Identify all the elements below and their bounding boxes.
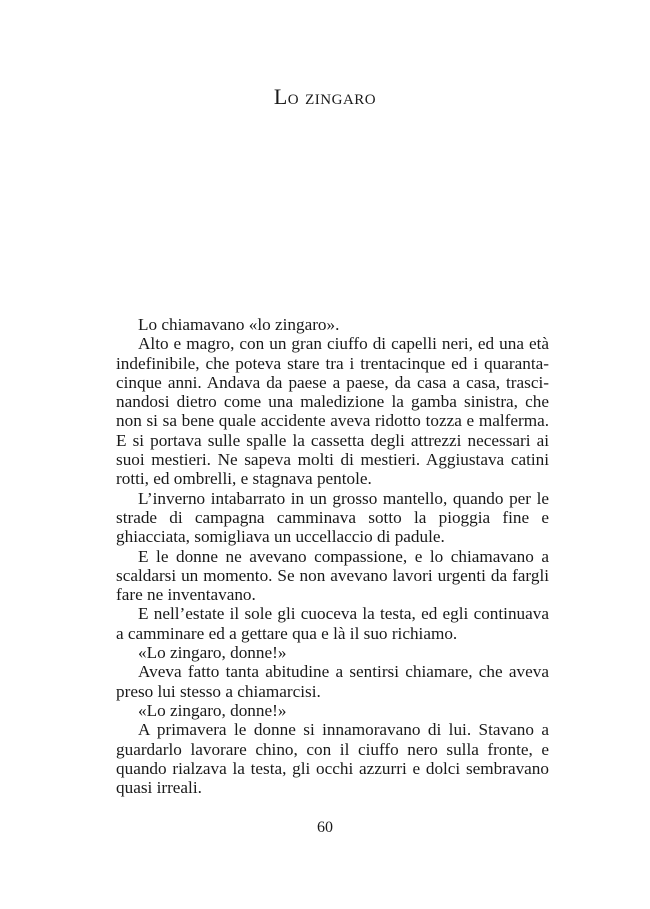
paragraph: Alto e magro, con un gran ciuffo di capelli neri, ed una età indefinibile, che poteva stare tra i trentacinque ed i quarantacinque anni. Andava da paese a paese, da casa a casa, trascinandosi dietro come una maledizione la gamba sinistra, che non si sa bene quale accidente aveva ridotto tozza e malferma. E si portava sulle spalle la cassetta degli attrezzi necessari ai suoi mestieri. Ne sapeva molti di mestieri. Aggiustava catini rotti, ed ombrelli, e stagnava pentole. — [116, 334, 549, 489]
paragraph: «Lo zingaro, donne!» — [138, 643, 287, 663]
paragraph: Lo chiamavano «lo zingaro». — [138, 315, 340, 334]
chapter-title: Lo zingaro — [273, 84, 377, 109]
paragraph: E nell’estate il sole gli cuoceva la testa, ed egli continuava a camminare ed a gettare qua e là il suo richiamo. — [116, 604, 549, 643]
page-number: 60 — [317, 819, 333, 836]
paragraph: L’inverno intabarrato in un grosso mantello, quando per le strade di campagna camminava sotto la pioggia fine e ghiacciata, somigliava un uccellaccio di padule. — [116, 488, 549, 547]
chapter-body — [116, 315, 549, 797]
paragraph: «Lo zingaro, donne!» — [138, 700, 287, 720]
paragraph: A primavera le donne si innamoravano di lui. Stavano a guardarlo lavorare chino, con il ciuffo nero sulla fronte, e quando rialzava la testa, gli occhi azzurri e dolci sembravano quasi irreali. — [116, 720, 549, 798]
paragraph: E le donne ne avevano compassione, e lo chiamavano a scaldarsi un momento. Se non avevano lavori urgenti da fargli fare ne inventavano. — [116, 546, 549, 605]
paragraph: Aveva fatto tanta abitudine a sentirsi chiamare, che aveva preso lui stesso a chiamarcisi. — [116, 662, 549, 701]
